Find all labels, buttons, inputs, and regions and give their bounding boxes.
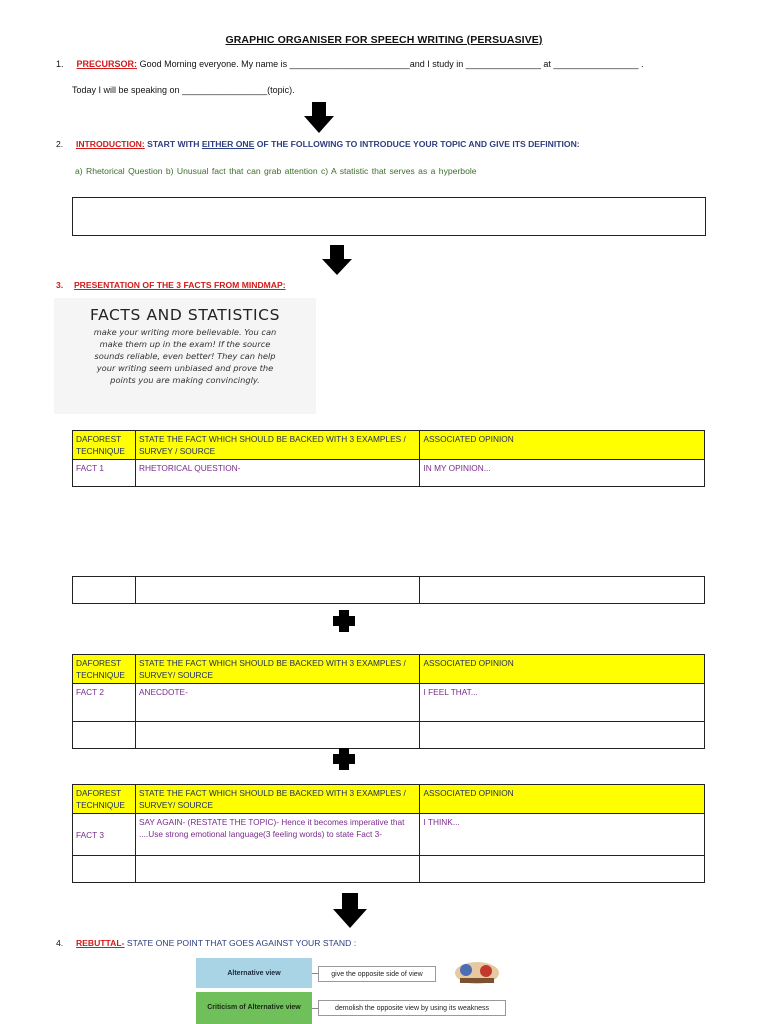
header-opinion: ASSOCIATED OPINION	[420, 655, 705, 684]
fact1-opinion[interactable]: IN MY OPINION...	[420, 460, 705, 487]
empty-cell[interactable]	[73, 722, 136, 749]
down-arrow-icon	[333, 893, 367, 929]
fact3-table	[72, 784, 705, 883]
introduction-pre: START WITH	[144, 139, 202, 149]
empty-cell[interactable]	[135, 856, 419, 883]
precursor-label: PRECURSOR:	[76, 59, 138, 69]
empty-cell[interactable]	[420, 856, 705, 883]
rebuttal-diagram	[196, 958, 516, 1024]
fact1-extra-table	[72, 576, 705, 604]
down-arrow-icon	[322, 245, 352, 276]
empty-cell[interactable]	[73, 577, 136, 604]
plus-icon	[333, 610, 355, 632]
plus-icon	[333, 748, 355, 770]
table-row	[73, 722, 705, 749]
criticism-box: Criticism of Alternative view	[196, 992, 312, 1024]
precursor-line	[56, 59, 644, 69]
fact3-fact[interactable]: SAY AGAIN- (RESTATE THE TOPIC)- Hence it becomes imperative that ....Use strong emotional language(3 feeling words) to state Fact 3-	[135, 814, 419, 856]
header-technique: DAFOREST TECHNIQUE	[73, 431, 136, 460]
section-number: 3.	[56, 280, 64, 290]
fact1-technique: FACT 1	[73, 460, 136, 487]
facts-card-heading: FACTS AND STATISTICS	[89, 306, 281, 324]
header-technique: DAFOREST TECHNIQUE	[73, 785, 136, 814]
table-row	[73, 684, 705, 722]
down-arrow-icon	[304, 102, 334, 134]
facts-card-body: make your writing more believable. You can make them up in the exam! If the source sounds reliable, even better! They can help your writing seem unbiased and prove the points you are making convincingly.	[93, 327, 277, 386]
introduction-line	[56, 139, 580, 149]
rebuttal-text: STATE ONE POINT THAT GOES AGAINST YOUR STAND :	[124, 938, 357, 948]
alternative-view-desc: give the opposite side of view	[318, 966, 436, 982]
fact1-fact[interactable]: RHETORICAL QUESTION-	[135, 460, 420, 487]
empty-cell[interactable]	[135, 722, 420, 749]
fact2-fact[interactable]: ANECDOTE-	[135, 684, 420, 722]
header-fact: STATE THE FACT WHICH SHOULD BE BACKED WITH 3 EXAMPLES / SURVEY/ SOURCE	[135, 785, 419, 814]
section-number: 2.	[56, 139, 64, 149]
rebuttal-label: REBUTTAL-	[75, 938, 125, 948]
fact2-technique: FACT 2	[73, 684, 136, 722]
empty-cell[interactable]	[135, 577, 420, 604]
table-header-row	[73, 785, 705, 814]
table-header-row	[73, 431, 705, 460]
page-title: GRAPHIC ORGANISER FOR SPEECH WRITING (PERSUASIVE)	[225, 34, 543, 46]
header-opinion: ASSOCIATED OPINION	[420, 431, 705, 460]
header-fact: STATE THE FACT WHICH SHOULD BE BACKED WITH 3 EXAMPLES / SURVEY/ SOURCE	[135, 655, 420, 684]
introduction-options: a) Rhetorical Question b) Unusual fact that can grab attention c) A statistic that serves as a hyperbole	[75, 166, 477, 176]
fact2-table	[72, 654, 705, 749]
table-row	[73, 856, 705, 883]
introduction-either: EITHER ONE	[201, 139, 255, 149]
presentation-line	[56, 280, 286, 290]
table-row	[73, 577, 705, 604]
illustration-icon	[452, 958, 502, 986]
empty-cell[interactable]	[420, 577, 705, 604]
precursor-topic-line: Today I will be speaking on _________________(topic).	[72, 85, 295, 95]
header-technique: DAFOREST TECHNIQUE	[73, 655, 136, 684]
table-row	[73, 460, 705, 487]
introduction-label: INTRODUCTION:	[75, 139, 145, 149]
fact3-opinion[interactable]: I THINK...	[420, 814, 705, 856]
table-row	[73, 814, 705, 856]
introduction-post: OF THE FOLLOWING TO INTRODUCE YOUR TOPIC AND GIVE ITS DEFINITION:	[254, 139, 580, 149]
section-number: 4.	[56, 938, 64, 948]
fact1-table	[72, 430, 705, 487]
alternative-view-box: Alternative view	[196, 958, 312, 988]
fact2-opinion[interactable]: I FEEL THAT...	[420, 684, 705, 722]
table-header-row	[73, 655, 705, 684]
criticism-desc: demolish the opposite view by using its weakness	[318, 1000, 506, 1016]
rebuttal-line	[56, 938, 356, 948]
facts-and-statistics-card	[54, 298, 316, 414]
fact3-technique: FACT 3	[73, 814, 136, 856]
presentation-label: PRESENTATION OF THE 3 FACTS FROM MINDMAP:	[73, 280, 286, 290]
header-fact: STATE THE FACT WHICH SHOULD BE BACKED WITH 3 EXAMPLES / SURVEY / SOURCE	[135, 431, 420, 460]
empty-cell[interactable]	[73, 856, 136, 883]
header-opinion: ASSOCIATED OPINION	[420, 785, 705, 814]
introduction-answer-box[interactable]	[72, 197, 706, 236]
empty-cell[interactable]	[420, 722, 705, 749]
precursor-text: Good Morning everyone. My name is ________________________and I study in _______________ at _________________ .	[139, 59, 644, 69]
section-number: 1.	[56, 59, 64, 69]
